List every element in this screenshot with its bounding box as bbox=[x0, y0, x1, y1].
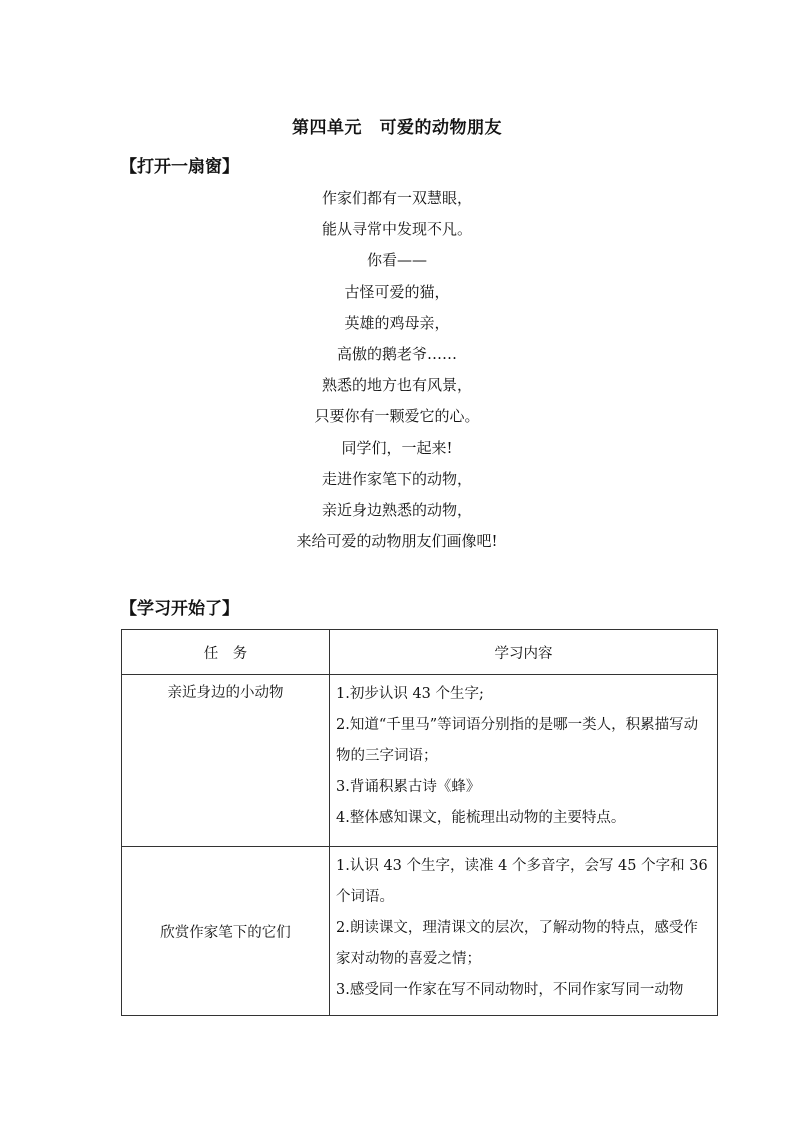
poem-line: 来给可爱的动物朋友们画像吧! bbox=[296, 532, 498, 551]
section-heading-open-window: 【打开一扇窗】 bbox=[120, 157, 239, 177]
learning-task-table bbox=[121, 629, 718, 1016]
task-content bbox=[330, 675, 718, 847]
poem bbox=[0, 186, 794, 560]
header-task: 任 务 bbox=[122, 630, 330, 675]
content-item: 3.感受同一作家在写不同动物时，不同作家写同一动物 bbox=[336, 982, 684, 998]
poem-line: 同学们，一起来! bbox=[341, 438, 453, 457]
task-name: 亲近身边的小动物 bbox=[122, 675, 330, 847]
poem-line: 熟悉的地方也有风景， bbox=[321, 376, 472, 395]
poem-line: 能从寻常中发现不凡。 bbox=[321, 220, 472, 239]
table-header-row bbox=[122, 630, 718, 675]
poem-line: 你看—— bbox=[366, 251, 427, 270]
poem-line: 高傲的鹅老爷…… bbox=[336, 344, 457, 363]
poem-line: 英雄的鸡母亲， bbox=[344, 313, 450, 332]
poem-line: 作家们都有一双慧眼， bbox=[321, 189, 472, 207]
task-content bbox=[330, 847, 718, 1016]
header-content: 学习内容 bbox=[330, 630, 718, 675]
table-row bbox=[122, 847, 718, 1016]
table-row bbox=[122, 675, 718, 847]
poem-line: 走进作家笔下的动物， bbox=[321, 469, 472, 488]
content-item: 2.朗读课文，理清课文的层次，了解动物的特点，感受作家对动物的喜爱之情； bbox=[336, 920, 698, 967]
content-item: 1.初步认识 43 个生字; bbox=[336, 686, 484, 702]
content-item: 2.知道“千里马”等词语分别指的是哪一类人，积累描写动物的三字词语； bbox=[336, 717, 699, 764]
content-item: 1.认识 43 个生字，读准 4 个多音字，会写 45 个字和 36 个词语。 bbox=[336, 858, 708, 905]
unit-title: 第四单元 可爱的动物朋友 bbox=[292, 118, 502, 138]
poem-line: 亲近身边熟悉的动物， bbox=[321, 500, 472, 519]
poem-line: 古怪可爱的猫， bbox=[344, 282, 450, 301]
task-name: 欣赏作家笔下的它们 bbox=[122, 847, 330, 1016]
content-item: 4.整体感知课文，能梳理出动物的主要特点。 bbox=[336, 810, 626, 826]
section-heading-learning-begins: 【学习开始了】 bbox=[120, 599, 239, 619]
content-item: 3.背诵积累古诗《蜂》 bbox=[336, 779, 481, 795]
poem-line: 只要你有一颗爱它的心。 bbox=[314, 407, 480, 426]
